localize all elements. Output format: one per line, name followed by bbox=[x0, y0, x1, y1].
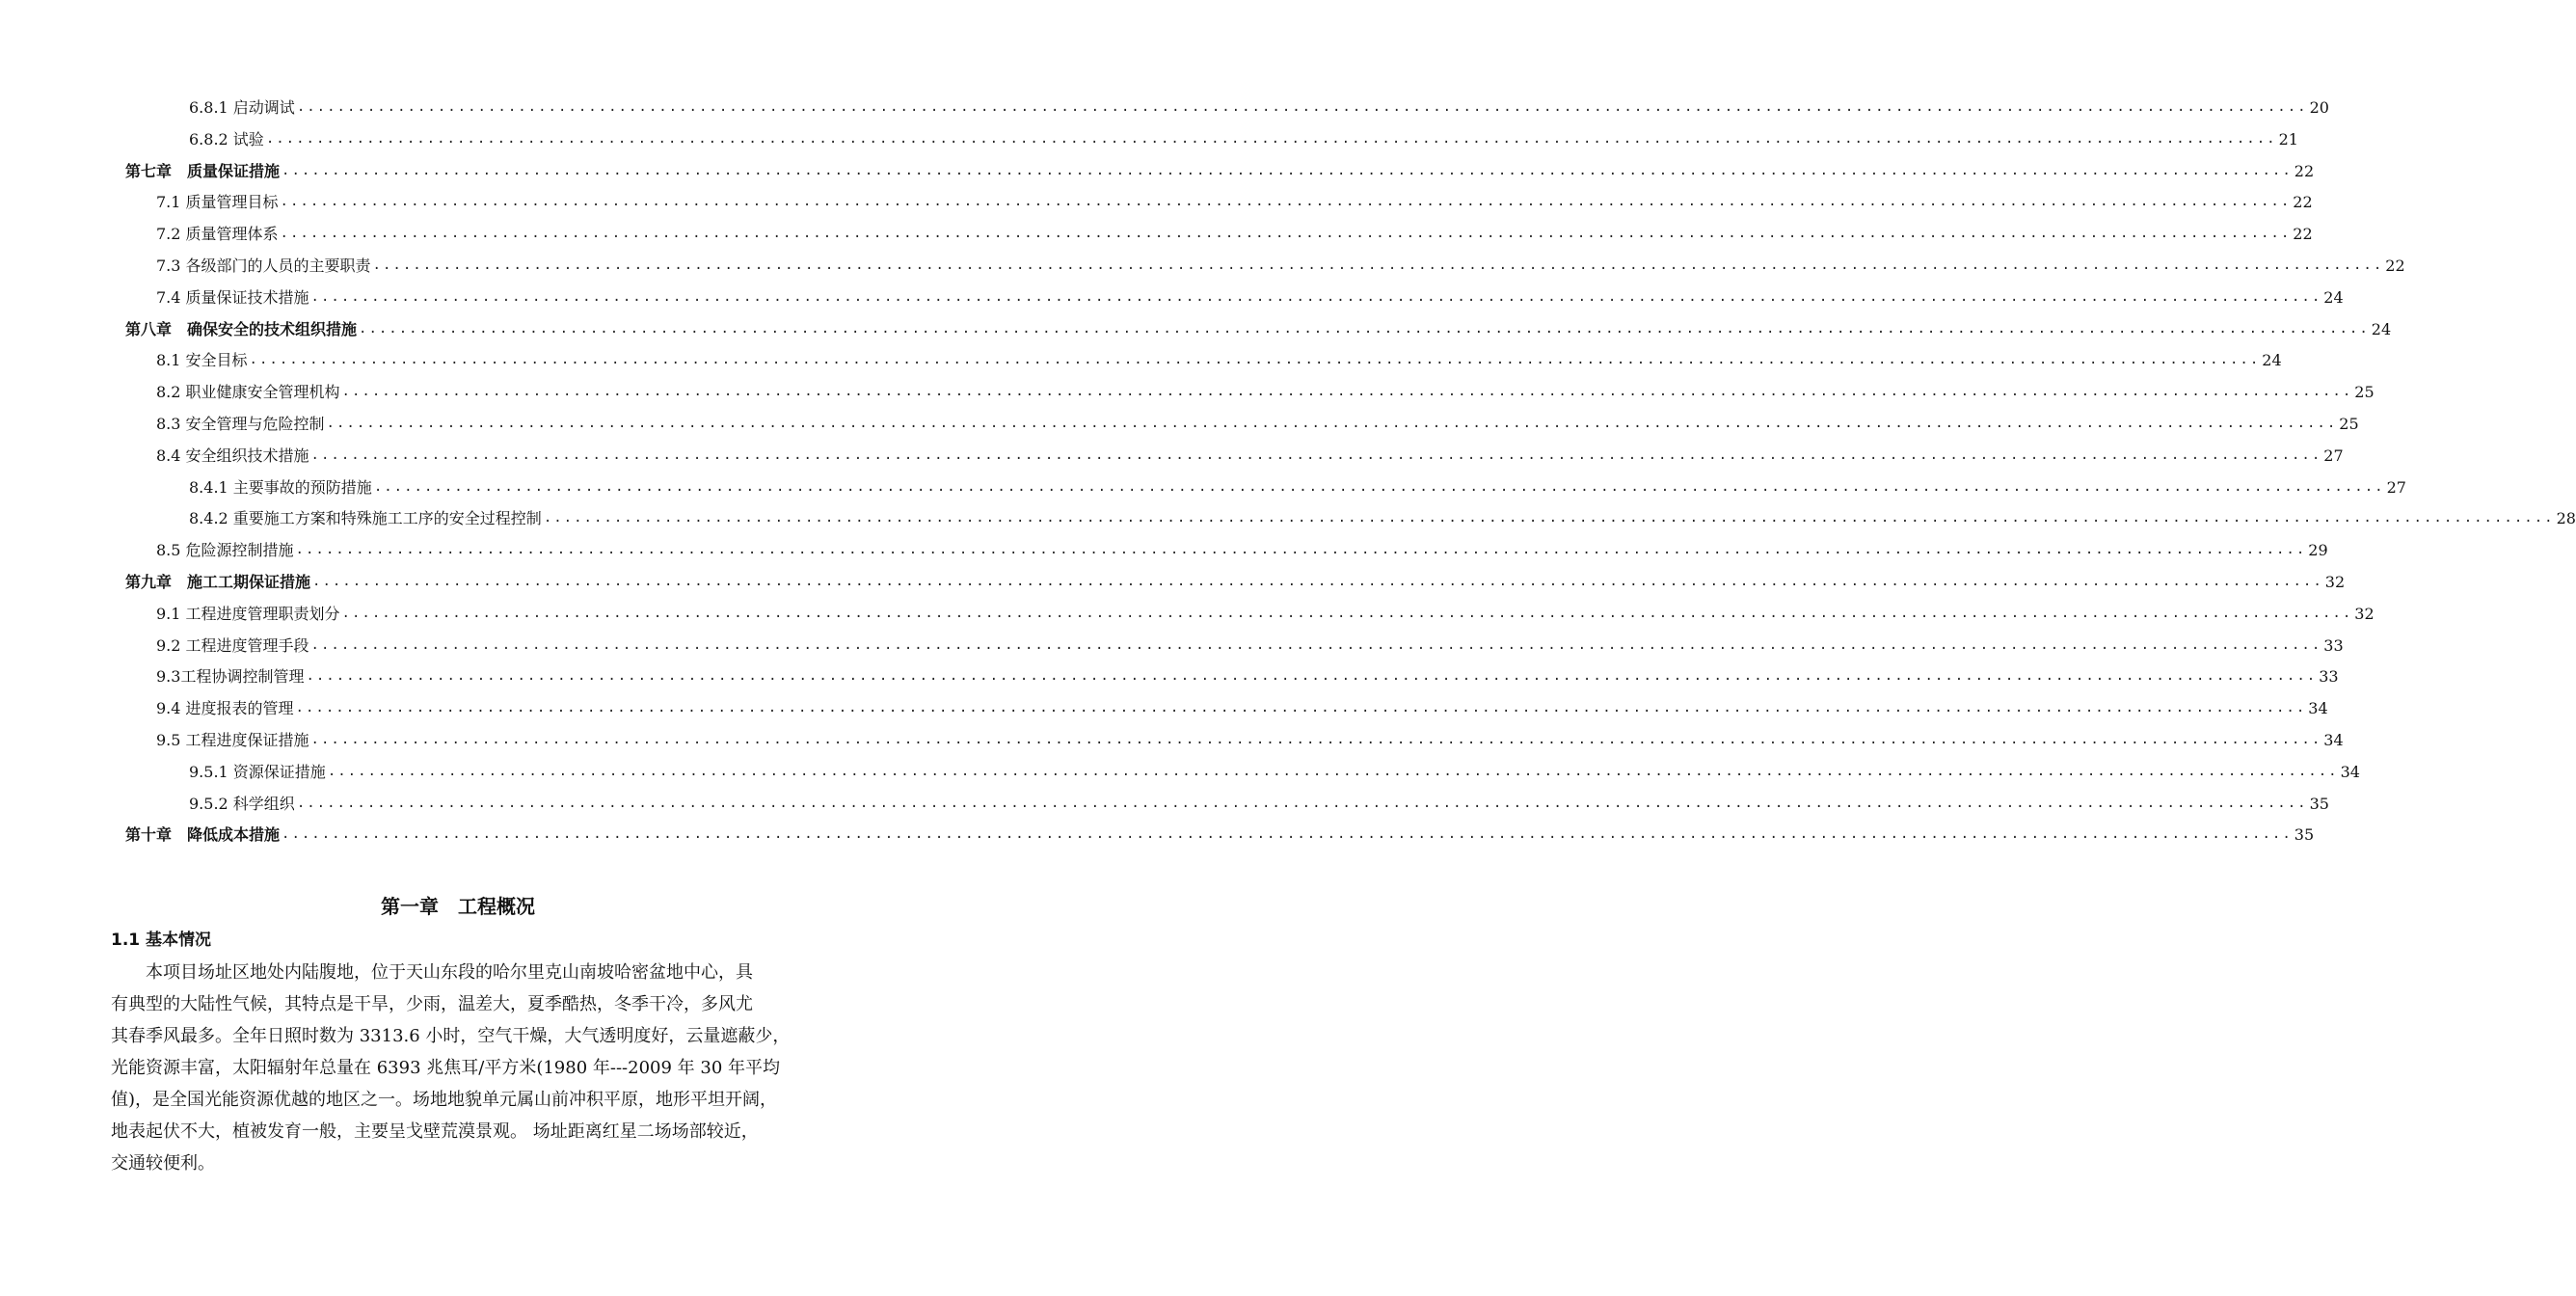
toc-dot-leader: ........................................................................................................................................................................................................ bbox=[326, 416, 2338, 431]
toc-entry-title: 9.2 工程进度管理手段 bbox=[156, 635, 309, 655]
toc-entry[interactable] bbox=[189, 472, 2406, 503]
toc-entry-title: 9.5 工程进度保证措施 bbox=[156, 731, 309, 749]
toc-entry-title: 7.2 质量管理体系 bbox=[156, 225, 279, 244]
toc-entry-title: 9.4 进度报表的管理 bbox=[156, 699, 294, 718]
toc-entry-title: 8.4.2 重要施工方案和特殊施工工序的安全过程控制 bbox=[189, 509, 542, 528]
toc-entry[interactable] bbox=[189, 502, 2576, 534]
toc-entry[interactable] bbox=[189, 788, 2329, 820]
toc-page-number: 20 bbox=[2309, 98, 2329, 117]
toc-page-number: 25 bbox=[2354, 383, 2375, 402]
toc-entry[interactable] bbox=[125, 313, 2392, 345]
toc-entry[interactable] bbox=[156, 344, 2282, 376]
toc-dot-leader: ........................................................................................................................................................................................................ bbox=[295, 542, 2307, 558]
toc-entry-title: 6.8.1 启动调试 bbox=[189, 98, 295, 117]
toc-page-number: 27 bbox=[2386, 477, 2406, 497]
toc-page-number: 34 bbox=[2323, 731, 2344, 749]
toc-entry-title: 8.5 危险源控制措施 bbox=[156, 541, 294, 560]
toc-dot-leader: ........................................................................................................................................................................................................ bbox=[306, 668, 2318, 685]
toc-page-number: 33 bbox=[2323, 635, 2344, 655]
toc-page-number: 34 bbox=[2308, 699, 2328, 718]
toc-dot-leader: ........................................................................................................................................................................................................ bbox=[327, 763, 2339, 779]
toc-entry[interactable] bbox=[156, 186, 2313, 218]
toc-page-number: 32 bbox=[2354, 604, 2375, 623]
toc-entry[interactable] bbox=[156, 376, 2375, 408]
toc-entry-title: 7.1 质量管理目标 bbox=[156, 193, 279, 212]
toc-dot-leader: ........................................................................................................................................................................................................ bbox=[265, 130, 2277, 147]
toc-entry[interactable] bbox=[189, 756, 2360, 788]
toc-entry-title: 9.5.1 资源保证措施 bbox=[189, 762, 326, 781]
toc-page-number: 34 bbox=[2340, 762, 2360, 781]
paragraph-line: 有典型的大陆性气候，其特点是干旱，少雨，温差大，夏季酷热，冬季干冷，多风尤 bbox=[111, 994, 753, 1014]
toc-dot-leader: ........................................................................................................................................................................................................ bbox=[543, 510, 2555, 526]
toc-entry-title: 9.5.2 科学组织 bbox=[189, 794, 295, 813]
toc-page-number: 29 bbox=[2308, 541, 2328, 560]
toc-page-number: 21 bbox=[2278, 129, 2298, 148]
toc-entry[interactable] bbox=[156, 408, 2359, 440]
toc-dot-leader: ........................................................................................................................................................................................................ bbox=[373, 478, 2385, 495]
toc-page-number: 32 bbox=[2324, 573, 2346, 591]
toc-entry[interactable] bbox=[156, 534, 2328, 566]
toc-page-number: 24 bbox=[2323, 287, 2344, 307]
chapter-title: 第一章 工程概况 bbox=[381, 895, 535, 918]
toc-entry-title: 第十章 降低成本措施 bbox=[125, 825, 281, 845]
toc-dot-leader: ........................................................................................................................................................................................................ bbox=[296, 99, 2308, 115]
paragraph-line: 地表起伏不大，植被发育一般，主要呈戈壁荒漠景观。 场址距离红星二场场部较近， bbox=[111, 1121, 759, 1142]
toc-entry[interactable] bbox=[125, 566, 2346, 598]
paragraph-line: 交通较便利。 bbox=[111, 1153, 215, 1174]
toc-entry-title: 8.3 安全管理与危险控制 bbox=[156, 415, 325, 433]
toc-entry-title: 6.8.2 试验 bbox=[189, 129, 264, 148]
toc-entry[interactable] bbox=[156, 692, 2328, 724]
toc-dot-leader: ........................................................................................................................................................................................................ bbox=[295, 700, 2307, 716]
toc-entry[interactable] bbox=[156, 218, 2313, 250]
toc-page-number: 28 bbox=[2556, 509, 2576, 528]
paragraph-line: 值)，是全国光能资源优越的地区之一。场地地貌单元属山前冲积平原，地形平坦开阔， bbox=[111, 1090, 778, 1110]
toc-entry[interactable] bbox=[156, 282, 2344, 313]
toc-dot-leader: ........................................................................................................................................................................................................ bbox=[310, 446, 2322, 463]
toc-entry[interactable] bbox=[156, 724, 2344, 756]
toc-entry-title: 第八章 确保安全的技术组织措施 bbox=[125, 319, 358, 338]
toc-page-number: 22 bbox=[2293, 193, 2313, 212]
toc-entry-title: 9.1 工程进度管理职责划分 bbox=[156, 604, 340, 623]
toc-dot-leader: ........................................................................................................................................................................................................ bbox=[310, 636, 2322, 653]
toc-entry[interactable] bbox=[156, 661, 2339, 692]
paragraph-line: 其春季风最多。全年日照时数为 3313.6 小时，空气干燥，大气透明度好，云量遮蔽少， bbox=[111, 1026, 791, 1046]
toc-entry[interactable] bbox=[156, 250, 2405, 282]
toc-entry-title: 8.4.1 主要事故的预防措施 bbox=[189, 477, 372, 497]
body-paragraph bbox=[111, 957, 824, 1179]
toc-entry[interactable] bbox=[189, 92, 2329, 123]
toc-dot-leader: ........................................................................................................................................................................................................ bbox=[359, 320, 2370, 337]
toc-page-number: 35 bbox=[2309, 794, 2329, 813]
toc-entry[interactable] bbox=[156, 598, 2375, 630]
toc-dot-leader: ........................................................................................................................................................................................................ bbox=[310, 288, 2322, 305]
paragraph-line: 光能资源丰富，太阳辐射年总量在 6393 兆焦耳/平方米(1980 年---2009 年 30 年平均 bbox=[111, 1058, 780, 1078]
paragraph-line: 本项目场址区地处内陆腹地，位于天山东段的哈尔里克山南坡哈密盆地中心，具 bbox=[146, 962, 753, 983]
toc-entry-title: 第七章 质量保证措施 bbox=[125, 161, 281, 180]
toc-page-number: 35 bbox=[2294, 825, 2315, 845]
toc-entry-title: 8.4 安全组织技术措施 bbox=[156, 446, 309, 465]
toc-page-number: 22 bbox=[2293, 225, 2313, 244]
toc-entry[interactable] bbox=[125, 155, 2315, 187]
toc-entry-title: 7.4 质量保证技术措施 bbox=[156, 287, 309, 307]
toc-page-number: 33 bbox=[2319, 667, 2339, 687]
toc-dot-leader: ........................................................................................................................................................................................................ bbox=[372, 257, 2384, 273]
toc-page-number: 24 bbox=[2262, 351, 2282, 370]
toc-page-number: 25 bbox=[2339, 415, 2359, 433]
toc-dot-leader: ........................................................................................................................................................................................................ bbox=[249, 352, 2261, 368]
toc-page-number: 24 bbox=[2371, 319, 2392, 338]
toc-dot-leader: ........................................................................................................................................................................................................ bbox=[280, 226, 2292, 242]
toc-page-number: 27 bbox=[2323, 446, 2344, 465]
section-title: 1.1 基本情况 bbox=[111, 931, 212, 950]
toc-dot-leader: ........................................................................................................................................................................................................ bbox=[282, 826, 2293, 843]
toc-page-number: 22 bbox=[2385, 256, 2405, 275]
toc-dot-leader: ........................................................................................................................................................................................................ bbox=[296, 795, 2308, 811]
toc-page-number: 22 bbox=[2294, 161, 2315, 180]
toc-entry-title: 9.3工程协调控制管理 bbox=[156, 667, 305, 687]
toc-dot-leader: ........................................................................................................................................................................................................ bbox=[341, 605, 2353, 621]
toc-dot-leader: ........................................................................................................................................................................................................ bbox=[312, 574, 2323, 589]
toc-entry-title: 8.2 职业健康安全管理机构 bbox=[156, 383, 340, 402]
toc-entry[interactable] bbox=[156, 630, 2344, 662]
toc-entry[interactable] bbox=[125, 819, 2315, 850]
toc-entry-title: 8.1 安全目标 bbox=[156, 351, 248, 370]
toc-dot-leader: ........................................................................................................................................................................................................ bbox=[341, 384, 2353, 400]
toc-entry[interactable] bbox=[189, 123, 2298, 155]
toc-dot-leader: ........................................................................................................................................................................................................ bbox=[310, 732, 2322, 747]
toc-entry-title: 第九章 施工工期保证措施 bbox=[125, 573, 311, 591]
toc-entry-title: 7.3 各级部门的人员的主要职责 bbox=[156, 256, 371, 275]
toc-entry[interactable] bbox=[156, 440, 2344, 472]
toc-dot-leader: ........................................................................................................................................................................................................ bbox=[280, 194, 2292, 210]
toc-dot-leader: ........................................................................................................................................................................................................ bbox=[282, 162, 2293, 178]
